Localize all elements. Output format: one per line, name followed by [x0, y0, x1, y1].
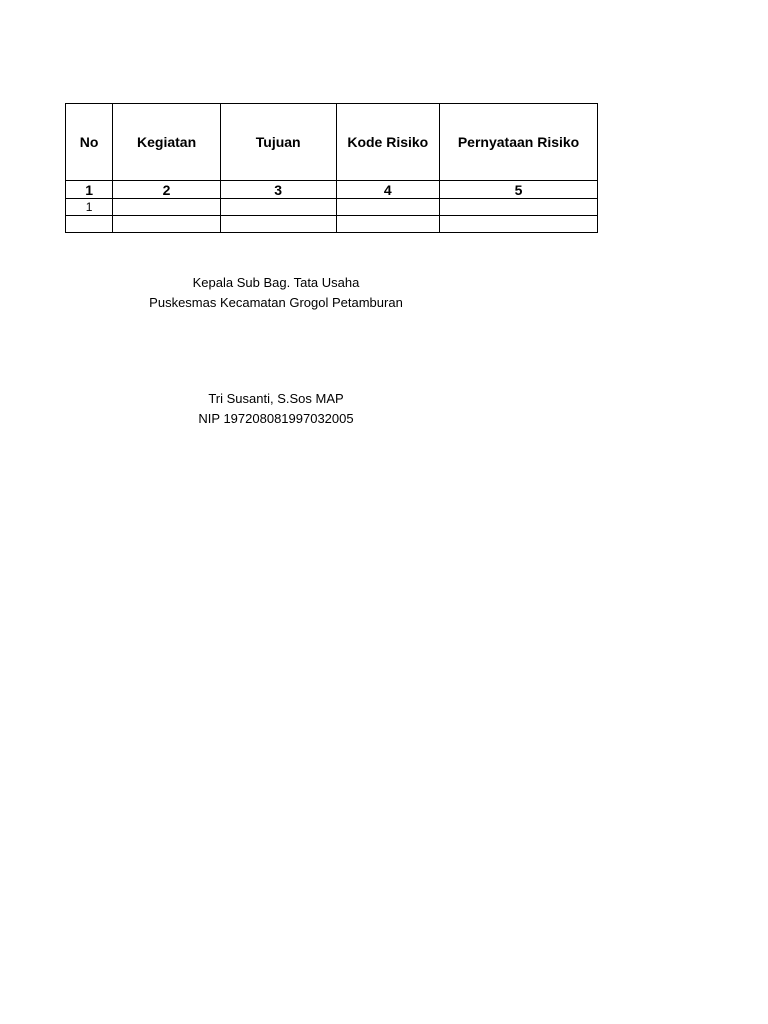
table-cell-kode-risiko	[336, 216, 440, 233]
column-number-row	[66, 181, 598, 199]
signature-position-block	[100, 273, 452, 313]
table-cell-no	[66, 216, 113, 233]
table-row	[66, 199, 598, 216]
header-kode-risiko: Kode Risiko	[336, 104, 440, 181]
table-cell-pernyataan-risiko	[440, 216, 598, 233]
header-no: No	[66, 104, 113, 181]
header-tujuan: Tujuan	[220, 104, 336, 181]
column-number-cell: 2	[113, 181, 221, 199]
table-row	[66, 216, 598, 233]
table-cell-pernyataan-risiko	[440, 199, 598, 216]
column-number-cell: 3	[220, 181, 336, 199]
signature-position-title: Kepala Sub Bag. Tata Usaha	[192, 275, 360, 290]
header-kegiatan: Kegiatan	[113, 104, 221, 181]
column-number-cell: 5	[440, 181, 598, 199]
column-number-cell: 1	[66, 181, 113, 199]
table-cell-tujuan	[220, 199, 336, 216]
risk-register-table	[65, 103, 598, 233]
signatory-nip: NIP 197208081997032005	[198, 411, 354, 426]
column-number-cell: 4	[336, 181, 440, 199]
signature-name-block	[100, 389, 452, 429]
table-cell-tujuan	[220, 216, 336, 233]
table-cell-kegiatan	[113, 216, 221, 233]
table-cell-no: 1	[66, 199, 113, 216]
table-cell-kegiatan	[113, 199, 221, 216]
table-header-row	[66, 104, 598, 181]
header-pernyataan-risiko: Pernyataan Risiko	[440, 104, 598, 181]
signatory-name: Tri Susanti, S.Sos MAP	[208, 391, 344, 406]
table-cell-kode-risiko	[336, 199, 440, 216]
signature-institution: Puskesmas Kecamatan Grogol Petamburan	[149, 295, 403, 310]
